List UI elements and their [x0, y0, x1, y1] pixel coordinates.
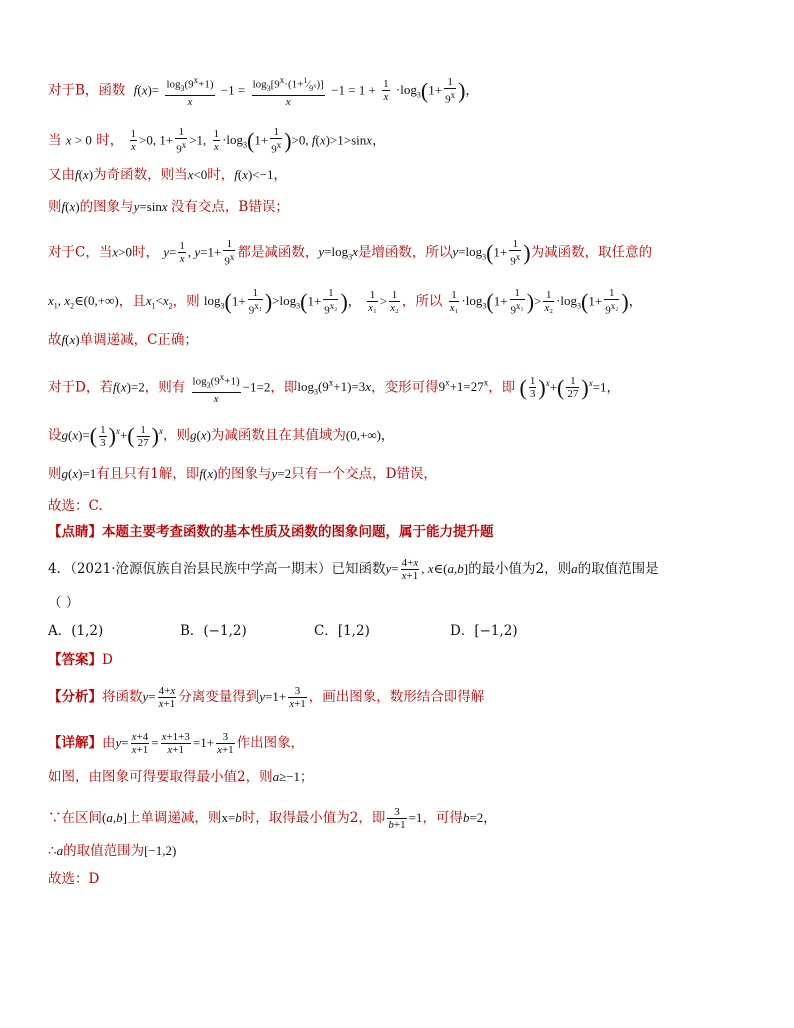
question-4: 4．（2021·沧源佤族自治县民族中学高一期末）已知函数y= $\frac{4+x}{x+1}$ , x∈(a,b]的最小值为2，则a的取值范围是 — [48, 557, 659, 582]
solution-b-line2: 当 x > 0 时， $\frac{1}{x}$ >0, 1+ $\frac{1}{9^x}$ >1, $\frac{1}{x}$ $\cdot\log_3(1+$ $\frac{1}{9^x}$ )>0, f(x)>1>sinx， — [48, 126, 386, 156]
answer-choice-line: 故选：C. — [48, 498, 103, 514]
solution-d-line2: 设g(x)=( $\frac{1}{3}$ )$^x$+( $\frac{1}{27}$ )$^x$，则g(x)为减函数且在其值域为(0,+∞)， — [48, 423, 394, 449]
question-4-paren: （ ） — [48, 595, 80, 611]
detail-line3: ∵在区间(a,b]上单调递减，则x=b时，取得最小值为2，即 $\frac{3}{b+1}$ =1，可得b=2， — [48, 806, 497, 831]
solution-d-line3: 则g(x)=1有且只有1解，即f(x)的图象与y=2只有一个交点，D错误， — [48, 466, 437, 482]
detail-line4: ∴a的取值范围为[−1,2) — [48, 843, 177, 859]
comment-label: 【点睛】 — [48, 524, 102, 540]
option-d[interactable]: D．[−1,2) — [450, 623, 518, 639]
option-c[interactable]: C．[1,2) — [314, 623, 370, 639]
option-a[interactable]: A．(1,2) — [48, 623, 104, 639]
solution-c-line: 对于C，当x>0时， y= $\frac{1}{x}$ , y=1+ $\frac{1}{9^x}$ 都是减函数，$y=\log_3x$是增函数，所以$y=\log_3(1+$ $\frac{1}{9^x}$ )为减函数，取任意的 — [48, 238, 653, 268]
solution-d-line: 对于D，若f(x)=2，则有 $\frac{\log_3(9^x+1)}{x}$ −1=2，即$\log_3(9^x+1)=3x$，变形可得$9^x+1=27^x$，即 ( $\frac{1}{3}$ )$^x$+( $\frac{1}{27}$ )$^x$=1， — [48, 372, 620, 405]
solution-b-line: 对于B，函数 f(x)= $\frac{\log_3(9^x+1)}{x}$ −1 = $\frac{\log_3[9^x\cdot(1+^1⁄_{9^x})]}{x}$ −1 = 1 + $\frac{1}{x}$ $\cdot\log_3(1+$ $\frac{1}{9^x}$ )， — [48, 75, 479, 108]
answer-line: 【答案】D — [48, 652, 113, 668]
text: 对于B，函数 — [48, 82, 126, 99]
analysis-line: 【分析】将函数y= $\frac{4+x}{x+1}$ 分离变量得到y=1+ $\frac{3}{x+1}$ ，画出图象，数形结合即得解 — [48, 685, 485, 710]
formula-fraction: $\frac{\log_3[9^x\cdot(1+^1⁄_{9^x})]}{x}$ — [252, 75, 324, 108]
detail-line: 【详解】由y= $\frac{x+4}{x+1}$ = $\frac{x+1+3}{x+1}$ =1+ $\frac{3}{x+1}$ 作出图象， — [48, 731, 305, 756]
detail-line2: 如图，由图象可得要取得最小值2，则a≥−1； — [48, 769, 314, 785]
formula-fraction: $\frac{\log_3(9^x+1)}{x}$ — [166, 75, 214, 108]
solution-c-line2: $x_1$, $x_2\in(0,+\infty)$，且$x_1<x_2$，则 $\log_3(1+$ $\frac{1}{9^{x_1}}$ )$>\log_3(1+$ $\frac{1}{9^{x_2}}$ )， $\frac{1}{\text{x₁}}$ > $\frac{1}{\text{x₂}}$ ，所以 $\frac{1}{\text{x₁}}$ $\cdot\log_3(1+$ $\frac{1}{9^{x_1}}$ )> $\frac{1}{\text{x₂}}$ $\cdot\log_3(1+$ $\frac{1}{9^{x_2}}$ )， — [48, 287, 642, 317]
solution-b-line3: 又由f(x)为奇函数，则当x<0时，f(x)<−1， — [48, 167, 287, 183]
solution-c-line3: 故f(x)单调递减，C正确； — [48, 332, 198, 348]
final-answer-line: 故选：D — [48, 871, 100, 887]
comment-line: 【点睛】本题主要考查函数的基本性质及函数的图象问题，属于能力提升题 — [48, 524, 494, 540]
solution-b-line4: 则f(x)的图象与y=sinx 没有交点，B错误； — [48, 199, 289, 215]
option-b[interactable]: B．(−1,2) — [180, 623, 247, 639]
